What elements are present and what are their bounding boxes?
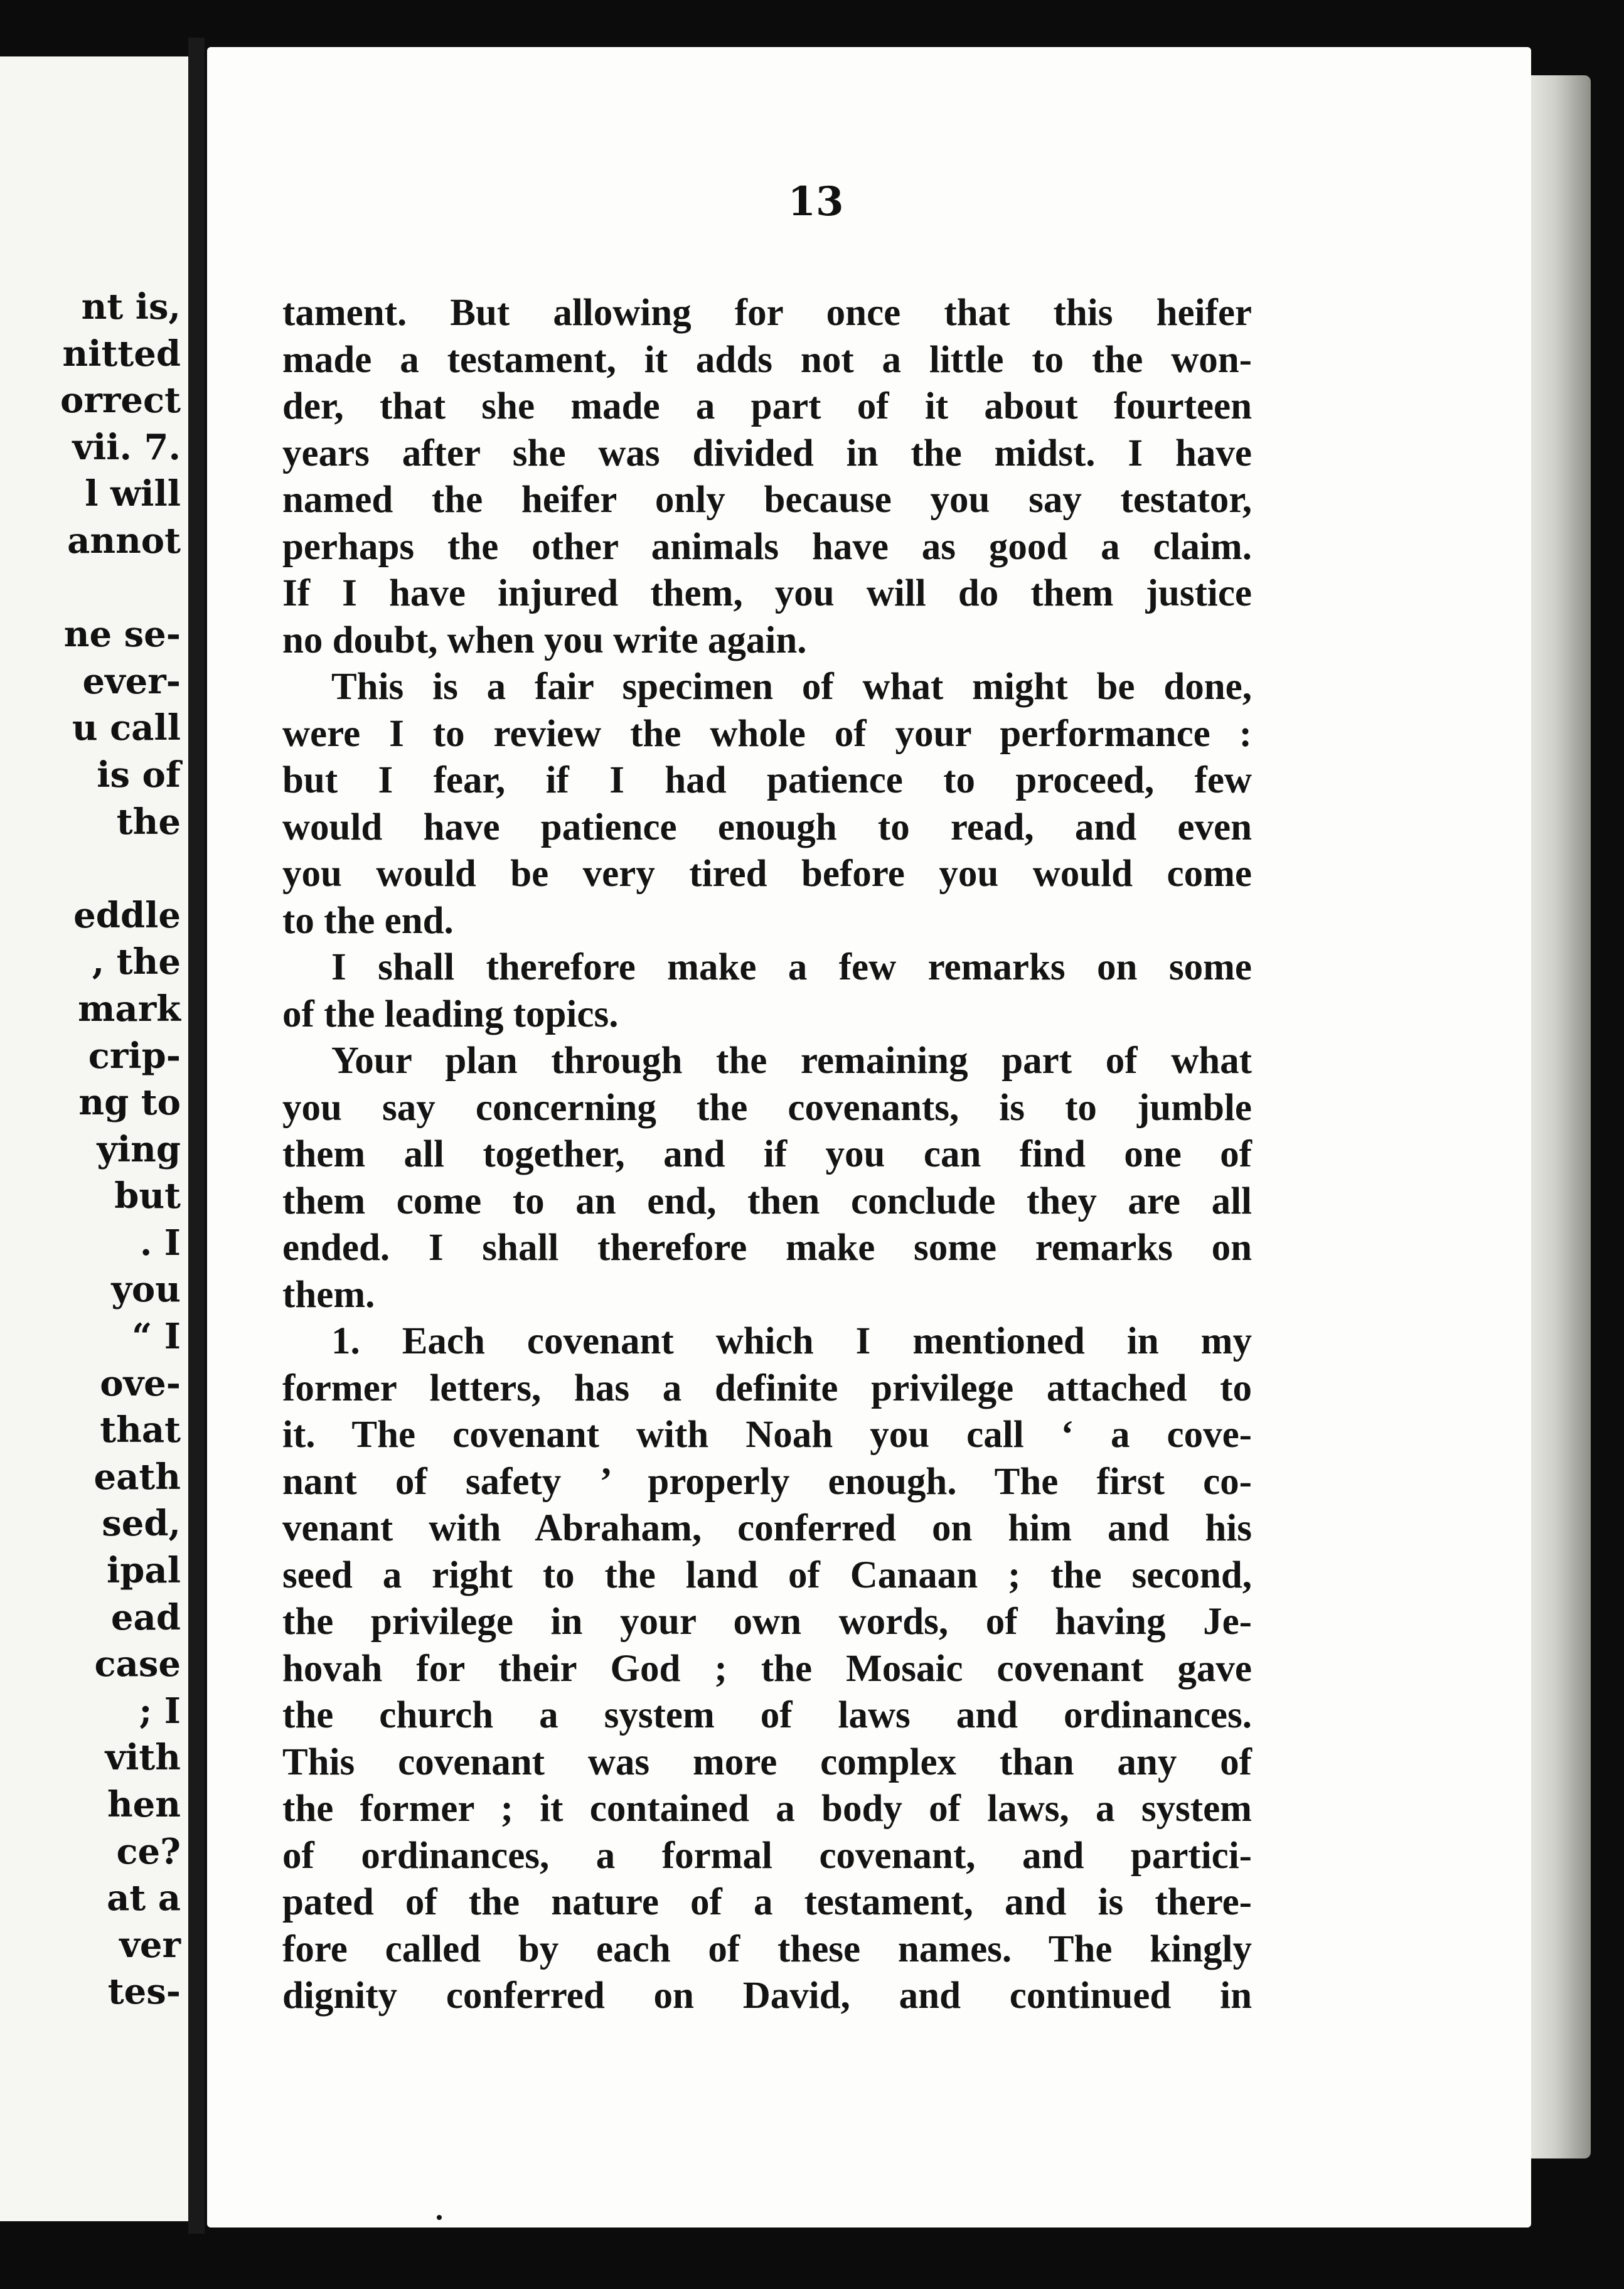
previous-page-line: ipal [107,1550,181,1592]
previous-page-line: at a [107,1877,181,1919]
text-line: years after she was divided in the midst. I have [282,432,1252,474]
previous-page-line: you [111,1269,181,1311]
previous-page-line [60,845,181,892]
previous-page-line: mark [78,988,181,1030]
previous-page-line: , the [92,941,181,983]
page-body-text [282,290,1252,2020]
previous-page-line: hen [107,1784,181,1825]
previous-page-line: ver [119,1924,181,1966]
text-line: to the end. [282,899,454,942]
print-speck [437,2215,442,2220]
text-line: This covenant was more complex than any of [282,1741,1252,1783]
text-line: no doubt, when you write again. [282,619,807,661]
text-line: them. [282,1273,375,1316]
text-line: hovah for their God ; the Mosaic covenant gave [282,1647,1252,1690]
previous-page-line: that [100,1409,181,1451]
text-line: nant of safety ’ properly enough. The first co- [282,1460,1252,1503]
text-line: tament. But allowing for once that this heifer [282,292,1252,334]
text-line: of ordinances, a formal covenant, and partici- [282,1834,1252,1877]
previous-page-text [60,284,181,2015]
text-line: you say concerning the covenants, is to jumble [282,1086,1252,1129]
text-line: If I have injured them, you will do them justice [282,572,1252,614]
previous-page-line: eath [93,1456,181,1498]
previous-page-line: ne se- [63,614,181,656]
previous-page-line: is of [97,754,181,796]
text-line: them come to an end, then conclude they are all [282,1180,1252,1222]
previous-page-line: l will [85,473,181,515]
text-line: the former ; it contained a body of laws, a system [282,1788,1252,1830]
previous-page-line: nitted [62,333,181,375]
text-line: fore called by each of these names. The kingly [282,1928,1252,1970]
previous-page-line [60,565,181,612]
previous-page-line: u call [72,707,181,749]
text-line: of the leading topics. [282,993,619,1035]
text-line: former letters, has a definite privilege attached to [282,1367,1252,1409]
text-line: Your plan through the remaining part of what [331,1040,1252,1082]
text-line: ended. I shall therefore make some remarks on [282,1227,1252,1269]
previous-page-line: sed, [102,1503,181,1545]
text-line: named the heifer only because you say testator, [282,479,1252,521]
previous-page-line: annot [67,520,181,562]
book-gutter [188,38,205,2234]
text-line: were I to review the whole of your performance : [282,712,1252,755]
text-line: 1. Each covenant which I mentioned in my [331,1320,1252,1362]
text-line: the church a system of laws and ordinances. [282,1694,1252,1736]
previous-page-line: orrect [60,380,181,422]
text-line: made a testament, it adds not a little to the won- [282,338,1252,381]
text-line: them all together, and if you can find one of [282,1133,1252,1175]
text-line: I shall therefore make a few remarks on some [331,946,1252,988]
previous-page-line: vith [105,1737,181,1779]
text-line: der, that she made a part of it about fourteen [282,385,1252,427]
previous-page-line: ying [97,1128,181,1170]
previous-page-line: ove- [100,1362,181,1404]
previous-page-line: vii. 7. [72,426,181,468]
text-line: it. The covenant with Noah you call ‘ a cove- [282,1414,1252,1456]
text-line: perhaps the other animals have as good a claim. [282,525,1252,568]
previous-page-line: ng to [78,1082,181,1124]
text-line: pated of the nature of a testament, and is there- [282,1881,1252,1923]
page-number: 13 [788,178,844,225]
previous-page-line: . I [139,1222,181,1264]
text-line: dignity conferred on David, and continued in [282,1975,1252,2017]
previous-page-line: case [94,1643,181,1685]
previous-page-line: crip- [88,1035,181,1077]
text-line: This is a fair specimen of what might be done, [331,666,1252,708]
text-line: would have patience enough to read, and even [282,806,1252,848]
text-line: seed a right to the land of Canaan ; the second, [282,1554,1252,1596]
previous-page-line: “ I [132,1316,181,1358]
text-line: the privilege in your own words, of having Je- [282,1601,1252,1643]
previous-page-line: ever- [82,660,181,702]
text-line: venant with Abraham, conferred on him and his [282,1507,1252,1549]
previous-page-line: tes- [107,1971,181,2013]
previous-page [0,56,192,2221]
text-line: you would be very tired before you would come [282,853,1252,895]
previous-page-line: nt is, [81,286,181,328]
text-line: but I fear, if I had patience to proceed, few [282,759,1252,801]
previous-page-line: eddle [73,894,181,936]
previous-page-line: the [116,801,181,843]
previous-page-line: but [114,1175,181,1217]
previous-page-line: ; I [139,1690,181,1732]
previous-page-line: ce? [116,1830,181,1872]
previous-page-line: ead [110,1596,181,1638]
